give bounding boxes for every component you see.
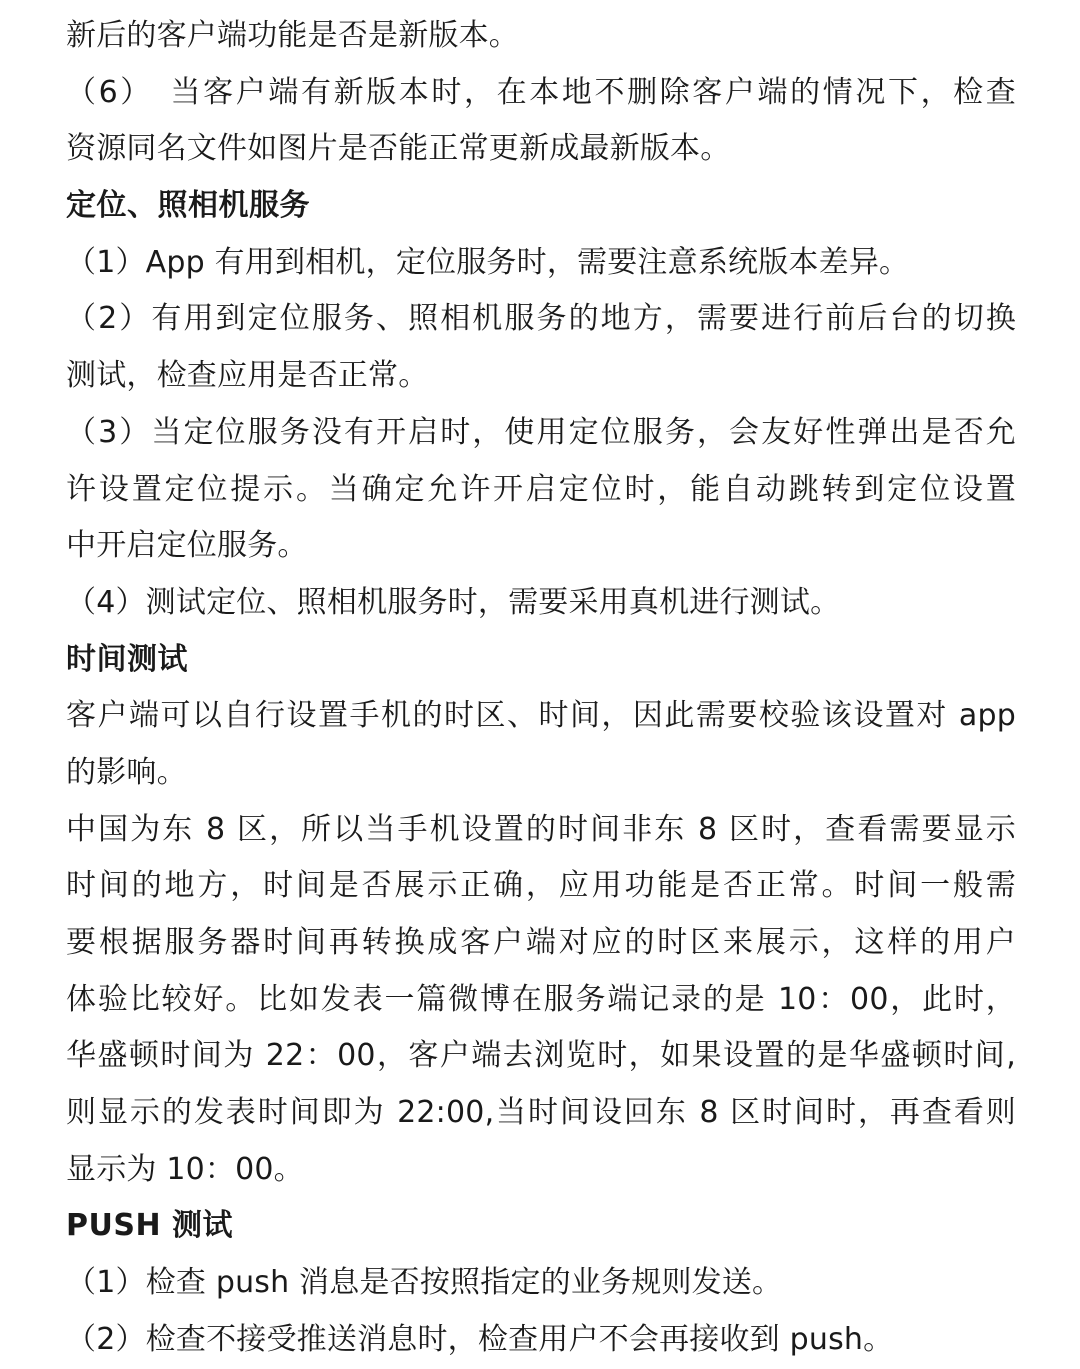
text-line: （3）当定位服务没有开启时，使用定位服务，会友好性弹出是否允 [66, 414, 1016, 450]
document-page [66, 8, 1016, 1369]
text-line: 要根据服务器时间再转换成客户端对应的时区来展示，这样的用户 [66, 925, 1016, 960]
text-line: （6） 当客户端有新版本时，在本地不删除客户端的情况下，检查 [66, 74, 1016, 110]
text-line: 华盛顿时间为 22：00，客户端去浏览时，如果设置的是华盛顿时间, [66, 1038, 1016, 1074]
text-line: （4）测试定位、照相机服务时，需要采用真机进行测试。 [66, 584, 841, 620]
text-line: 资源同名文件如图片是否能正常更新成最新版本。 [66, 131, 731, 167]
text-line: 中开启定位服务。 [66, 528, 308, 564]
text-line: 新后的客户端功能是否是新版本。 [66, 18, 519, 53]
text-line: 中国为东 8 区，所以当手机设置的时间非东 8 区时，查看需要显示 [66, 811, 1016, 847]
text-line: 体验比较好。比如发表一篇微博在服务端记录的是 10：00，此时， [66, 981, 1016, 1017]
text-line: （2）检查不接受推送消息时，检查用户不会再接收到 push。 [66, 1321, 894, 1357]
text-line: 的影响。 [66, 754, 187, 790]
text-line: 客户端可以自行设置手机的时区、时间，因此需要校验该设置对 app [66, 698, 1016, 734]
text-line: 测试，检查应用是否正常。 [66, 358, 429, 394]
text-line: （1）App 有用到相机，定位服务时，需要注意系统版本差异。 [66, 244, 910, 280]
text-line: 许设置定位提示。当确定允许开启定位时，能自动跳转到定位设置 [66, 471, 1016, 507]
text-line: 显示为 10：00。 [66, 1151, 304, 1187]
text-line: 时间的地方，时间是否展示正确，应用功能是否正常。时间一般需 [66, 868, 1016, 904]
text-line: （1）检查 push 消息是否按照指定的业务规则发送。 [66, 1265, 783, 1301]
section-heading-time-test: 时间测试 [66, 641, 188, 677]
text-line: （2）有用到定位服务、照相机服务的地方，需要进行前后台的切换 [66, 301, 1016, 337]
section-heading-push-test: PUSH 测试 [66, 1208, 234, 1244]
section-heading-location-camera: 定位、照相机服务 [66, 188, 310, 224]
text-line: 则显示的发表时间即为 22:00,当时间设回东 8 区时间时，再查看则 [66, 1095, 1016, 1131]
